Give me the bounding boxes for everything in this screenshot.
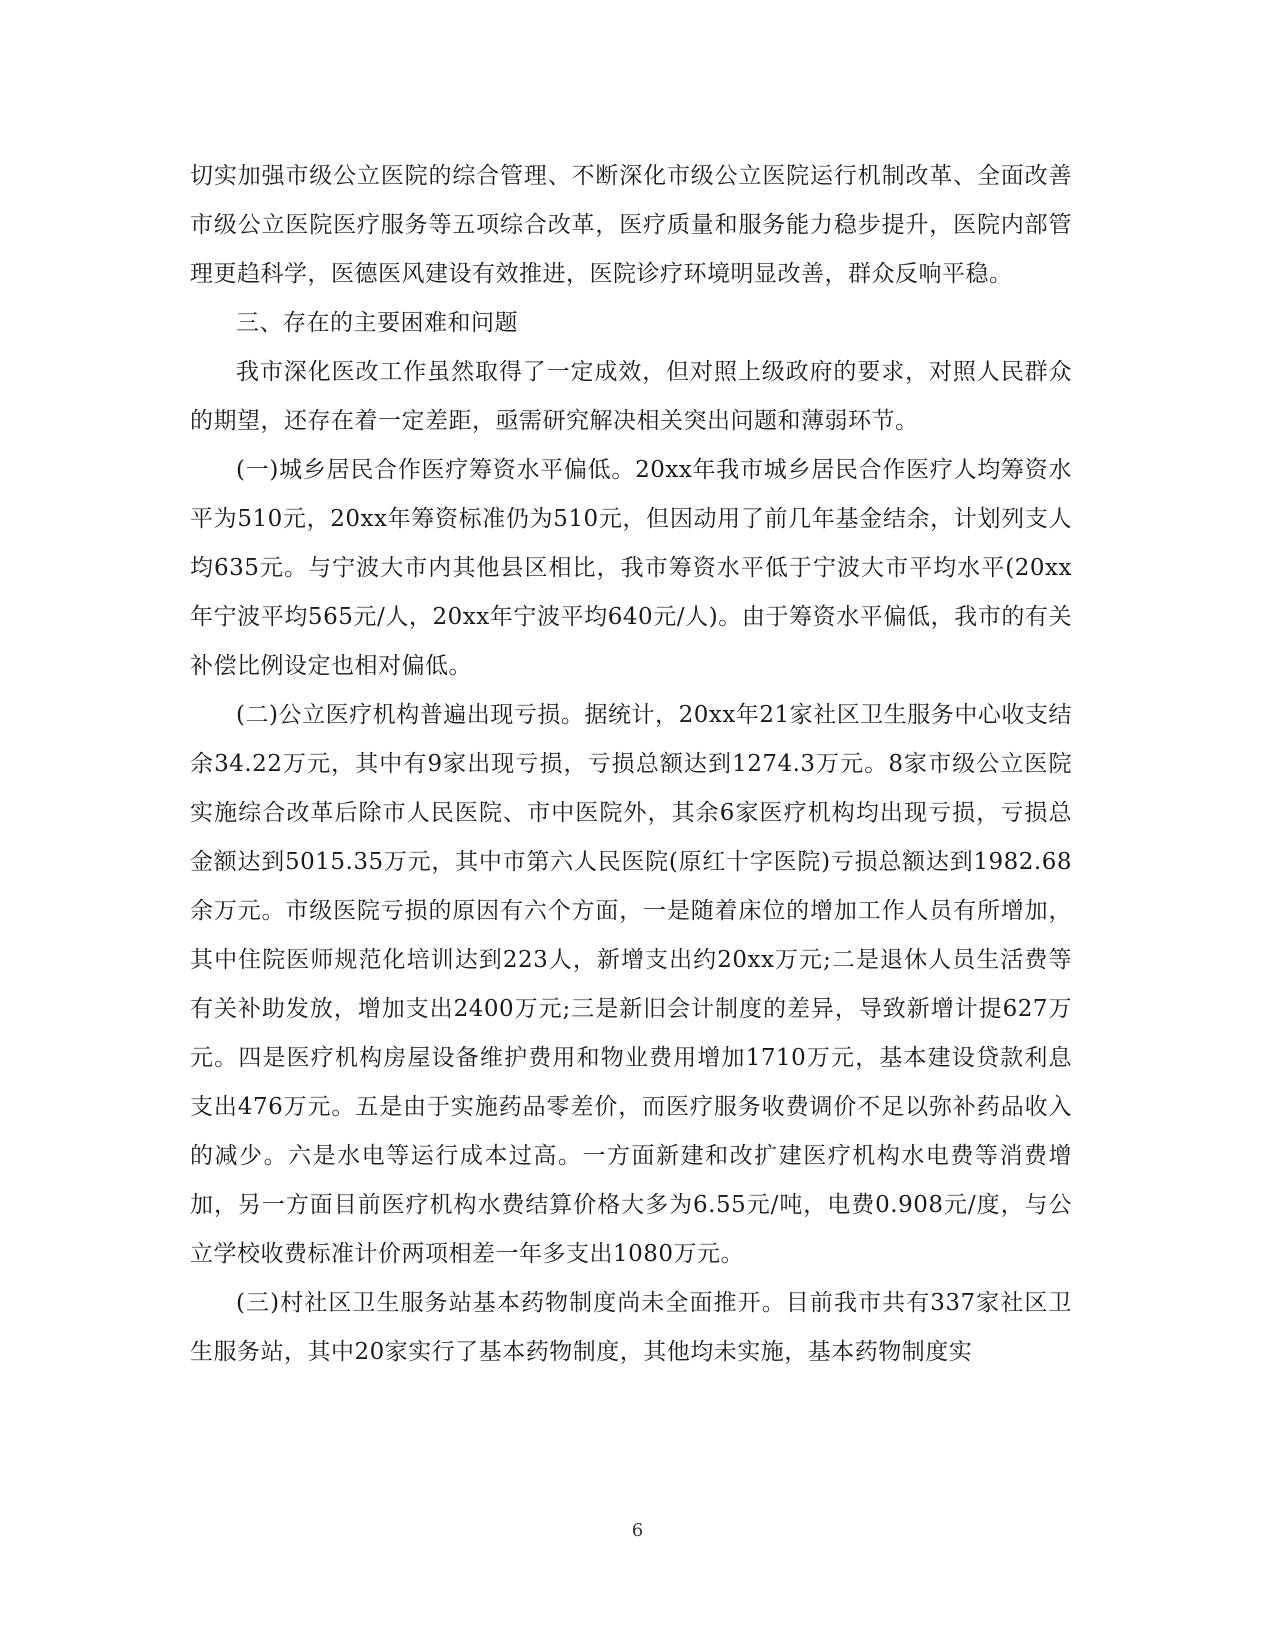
paragraph-item-2: (二)公立医疗机构普遍出现亏损。据统计，20xx年21家社区卫生服务中心收支结余34.22万元，其中有9家出现亏损，亏损总额达到1274.3万元。8家市级公立医院实施综合改革后除市人民医院、市中医院外，其余6家医疗机构均出现亏损，亏损总金额达到5015.35万元，其中市第六人民医院(原红十字医院)亏损总额达到1982.68余万元。市级医院亏损的原因有六个方面，一是随着床位的增加工作人员有所增加，其中住院医师规范化培训达到223人，新增支出约20xx万元;二是退休人员生活费等有关补助发放，增加支出2400万元;三是新旧会计制度的差异，导致新增计提627万元。四是医疗机构房屋设备维护费用和物业费用增加1710万元，基本建设贷款利息支出476万元。五是由于实施药品零差价，而医疗服务收费调价不足以弥补药品收入的减少。六是水电等运行成本过高。一方面新建和改扩建医疗机构水电费等消费增加，另一方面目前医疗机构水费结算价格大多为6.55元/吨，电费0.908元/度，与公立学校收费标准计价两项相差一年多支出1080万元。 [190, 702, 1072, 1267]
body-text [190, 152, 1072, 1377]
paragraph-section-intro: 我市深化医改工作虽然取得了一定成效，但对照上级政府的要求，对照人民群众的期望，还存在着一定差距，亟需研究解决相关突出问题和薄弱环节。 [190, 359, 1072, 434]
section-heading: 三、存在的主要困难和问题 [236, 310, 518, 336]
page-number: 6 [631, 1520, 644, 1541]
paragraph-intro-continuation: 切实加强市级公立医院的综合管理、不断深化市级公立医院运行机制改革、全面改善市级公立医院医疗服务等五项综合改革，医疗质量和服务能力稳步提升，医院内部管理更趋科学，医德医风建设有效推进，医院诊疗环境明显改善，群众反响平稳。 [190, 163, 1072, 287]
paragraph-item-3: (三)村社区卫生服务站基本药物制度尚未全面推开。目前我市共有337家社区卫生服务站，其中20家实行了基本药物制度，其他均未实施，基本药物制度实 [190, 1290, 1072, 1365]
paragraph-item-1: (一)城乡居民合作医疗筹资水平偏低。20xx年我市城乡居民合作医疗人均筹资水平为510元，20xx年筹资标准仍为510元，但因动用了前几年基金结余，计划列支人均635元。与宁波大市内其他县区相比，我市筹资水平低于宁波大市平均水平(20xx年宁波平均565元/人，20xx年宁波平均640元/人)。由于筹资水平偏低，我市的有关补偿比例设定也相对偏低。 [190, 457, 1072, 679]
